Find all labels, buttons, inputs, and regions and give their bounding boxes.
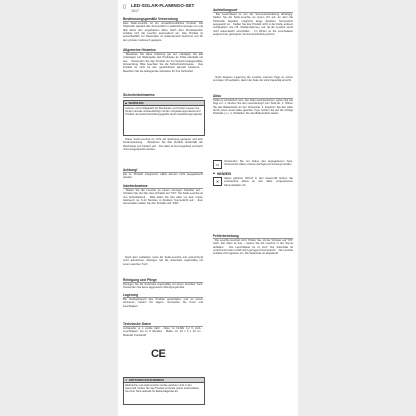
- location-text: · Die Leuchtdauer ist von der Sonneneinstrahlung abhängig. Stellen Sie die Solar-Leuchte an einem Ort auf, an dem die Solarzelle tagsüber möglichst lange direktem Sonnenlicht ausgesetzt ist. · Stellen Sie das Produkt nicht in der Nähe anderer Lichtquellen, wie z.B. Straßenlaternen, auf, da die Leuchte sonst nicht automatisch einschaltet. · Im Winter ist die Leuchtdauer aufgrund der geringeren Sonneneinstrahlung kürzer.: [213, 13, 293, 37]
- section-heading-location: Aufstellungsort: [213, 8, 293, 13]
- notice-triangle-icon: [213, 172, 215, 174]
- section-heading-caution: Achtung!: [123, 168, 203, 173]
- section-heading-storage: Lagerung: [123, 293, 203, 298]
- warning-label: WARNUNG: [128, 101, 144, 106]
- location-text-2: · Nach längerer Lagerung die Leuchte mehrere Tage an einem sonnigen Ort aufladen, damit der Akku die volle Kapazität erreicht.: [213, 76, 293, 83]
- warning-box: [123, 100, 205, 136]
- disposal-label: ENTSORGUNGSHINWEIS: [129, 378, 165, 383]
- setup-note-text: · Nach dem Aufstellen muss die Solar-Leuchte erst ausreichend Licht aufnehmen. Reinigen Sie die Solarzelle regelmäßig mit einem weichen Tuch.: [123, 256, 203, 266]
- disposal-text: Elektrische und elektronische Geräte gehören nicht in den Hausmüll. Geben Sie das Produkt am Ende seiner Lebensdauer bei einer Sammelstelle für Elektroaltgeräte ab.: [125, 383, 200, 394]
- left-column: [123, 0, 203, 416]
- section-heading-troubleshooting: Fehlerbehebung: [213, 234, 293, 239]
- product-title: LED-SOLAR-FLAMINGO-SET: [131, 3, 195, 8]
- section-heading-safety: Sicherheitshinweise: [123, 93, 203, 98]
- battery-disposal-row: [213, 177, 293, 205]
- troubleshooting-text: · Die Leuchte leuchtet nicht: Prüfen Sie, ob der Schalter auf "ON" steht. Der Akku ist leer – lassen Sie die Leuchte in der Sonne aufladen. · Die Leuchtdauer ist zu kurz: Die Solarzelle ist verschmutzt oder erhält nicht genügend Sonnenlicht. · Die Leuchte schaltet sich tagsüber ein: Die Solarzelle ist abgedeckt.: [213, 239, 293, 256]
- brand-logo-icon: ▯: [123, 4, 126, 10]
- section-heading-general: Allgemeine Hinweise: [123, 48, 203, 53]
- ce-mark-icon: CE: [151, 348, 166, 360]
- caution-text: Die im Produkt integrierten LEDs können nicht ausgetauscht werden.: [123, 173, 203, 180]
- notice-label: HINWEIS: [217, 172, 232, 176]
- safety-text: · Diese Solar-Leuchte ist nicht als Spielzeug geeignet und kein Kinderspielzeug. · Bewahren Sie das Produkt außerhalb der Reichweite von Kindern auf. · Der Akku ist fest eingebaut und kann nicht ausgetauscht werden.: [123, 138, 203, 152]
- section-heading-battery: Akku: [213, 94, 293, 99]
- notice-row: [213, 172, 293, 176]
- section-heading-setup: Inbetriebnahme: [123, 184, 203, 189]
- care-text: Reinigen Sie die Solarzelle regelmäßig mit einem feuchten Tuch. Verwenden Sie keine aggressiven Reinigungsmittel.: [123, 283, 203, 290]
- disposal-bin-icon: ✕: [125, 378, 128, 383]
- setup-text: · Stellen Sie die Leuchte an einem sonnigen Standort auf. · Schalten Sie den Ein-/Aus-Schalter auf "ON". Die Solar-Leuchte ist nun betriebsbereit. · Bitte laden Sie den Akku vor dem ersten Gebrauch ca. 6-12 Stunden in direktem Sonnenlicht auf. · Zum Ausschalten stellen Sie den Schalter auf "OFF".: [123, 189, 203, 206]
- battery-type-text: Verwenden Sie nur Akkus des angegebenen Typs. Verbrauchte Akkus müssen fachgerecht entsorgt werden.: [224, 160, 293, 167]
- battery-text: Sollte es erforderlich sein, den Akku auszutauschen, gehen Sie wie folgt vor: 1. Drehen Sie den Leuchtenkopf vom Stab ab. 2. Öffnen Sie das Batteriefach an der Unterseite. 3. Ersetzen Sie den Akku durch einen neuen Akku gleichen Typs. Achten Sie auf die richtige Polarität (+/-). 4. Schließen Sie das Batteriefach wieder.: [213, 99, 293, 116]
- battery-icon: ▭: [213, 160, 222, 169]
- warning-text: Lebens- und Unfallgefahr für Kleinkinder und Kinder! Lassen Sie Kinder niemals unbeaufsichtigt mit dem Verpackungsmaterial und Produkt. Es besteht Erstickungsgefahr durch Verpackungsmaterial.: [125, 106, 203, 117]
- disposal-box: [123, 377, 205, 405]
- section-heading-intended-use: Bestimmungsgemäße Verwendung: [123, 17, 203, 22]
- specs-text: Lichtquelle: je 1 weiße LED · Akku: 1x Ni-MH 1,2 V, AAA · Leuchtdauer: bis zu 8 Stunden · Maße: ca. 15 x 6 x 32 cm · Material: Kunststoff: [123, 327, 203, 337]
- section-heading-care: Reinigung und Pflege: [123, 278, 203, 283]
- manual-page: [118, 0, 298, 416]
- warning-triangle-icon: [125, 102, 127, 104]
- general-notes-text: · Bewahren Sie diese Anleitung gut auf. Händigen Sie alle Unterlagen bei Weitergabe des Produktes an Dritte ebenfalls mit aus. · Verwenden Sie das Produkt nur zur bestimmungsgemäßen Verwendung. Bitte beachten Sie die Sicherheitshinweise. · Das Produkt ist nicht für den gewerblichen Einsatz bestimmt. · Beachten Sie die beiliegenden Hinweise für Ihre Sicherheit.: [123, 53, 203, 73]
- intended-use-text: Dies Solar-Leuchte ist ein umweltfreundliches Produkt. Die Solarzelle wandelt das Sonnenlicht in elektrische Energie um und lädt damit den eingebauten Akku. Nach dem Dunkelwerden schaltet sich die Leuchte automatisch ein. Das Produkt ist ausschließlich zur Dekoration im Außenbereich bestimmt und für den privaten Gebrauch geeignet.: [123, 22, 203, 42]
- battery-disposal-text: Akkus gehören NICHT in den Hausmüll! Geben Sie verbrauchte Akkus an den dafür vorgesehenen Sammelstellen ab.: [224, 177, 293, 187]
- right-column: [213, 0, 293, 416]
- battery-type-row: [213, 160, 293, 170]
- product-code: 1617: [131, 9, 139, 13]
- storage-text: Bei Nichtgebrauch das Produkt ausschalten und an einem trockenen, kühlen Ort lagern. Vermeiden Sie Frost und Feuchtigkeit.: [123, 298, 203, 308]
- crossed-bin-icon: ✕: [213, 177, 222, 186]
- section-heading-specs: Technische Daten: [123, 322, 203, 327]
